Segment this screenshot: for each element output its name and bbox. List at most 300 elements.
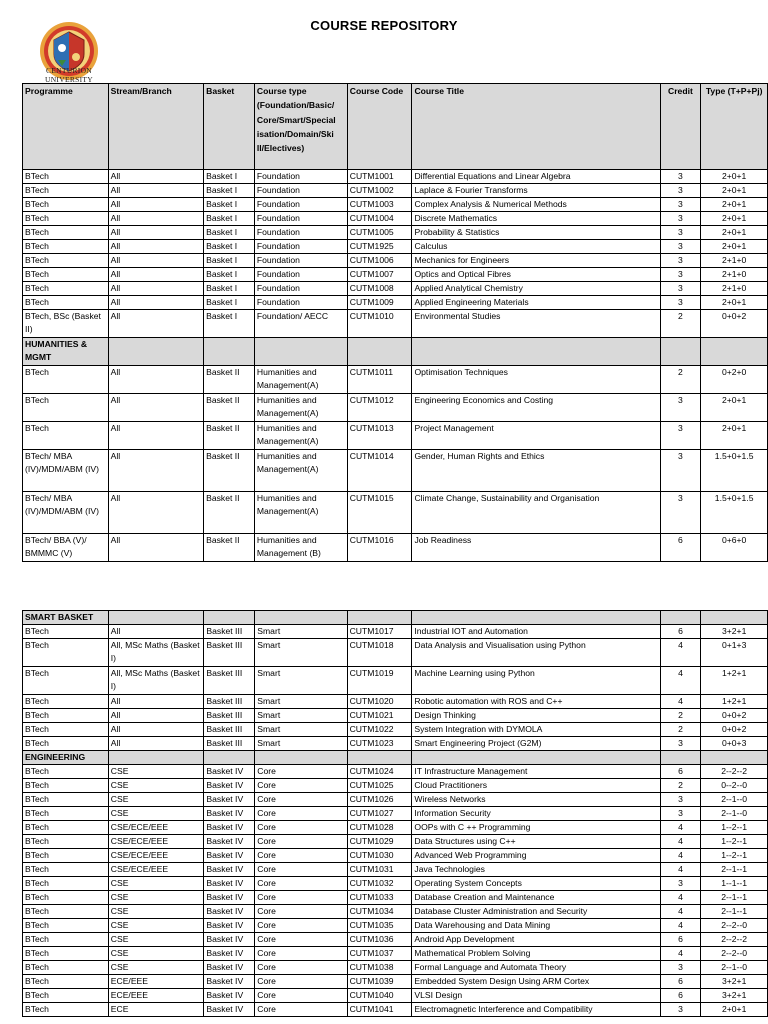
course-code-cell: CUTM1026: [347, 793, 412, 807]
course-title-cell: Climate Change, Sustainability and Organisation: [412, 492, 660, 534]
credit-cell: 3: [660, 793, 701, 807]
programme-cell: BTech: [23, 1003, 109, 1017]
type-cell: 1.5+0+1.5: [701, 492, 768, 534]
course-type-cell: Foundation: [254, 240, 347, 254]
course-code-cell: CUTM1013: [347, 422, 412, 450]
basket-cell: Basket II: [204, 450, 255, 492]
table-row: [23, 695, 768, 709]
course-type-cell: Smart: [255, 737, 347, 751]
programme-cell: BTech: [23, 989, 109, 1003]
basket-cell: Basket II: [204, 534, 255, 562]
course-code-cell: CUTM1028: [347, 821, 412, 835]
course-code-cell: CUTM1002: [347, 184, 412, 198]
basket-cell: Basket IV: [204, 835, 255, 849]
credit-cell: 2: [660, 723, 701, 737]
credit-cell: 3: [660, 254, 701, 268]
course-title-cell: Data Analysis and Visualisation using Python: [412, 639, 660, 667]
table-row: [23, 534, 768, 562]
type-cell: 1--1--1: [701, 877, 768, 891]
table-row: [23, 779, 768, 793]
section-empty-cell: [204, 751, 255, 765]
section-empty-cell: [204, 611, 255, 625]
course-code-cell: CUTM1001: [347, 170, 412, 184]
course-title-cell: Optics and Optical Fibres: [412, 268, 660, 282]
stream-cell: CSE: [108, 933, 204, 947]
basket-cell: Basket IV: [204, 807, 255, 821]
credit-cell: 4: [660, 695, 701, 709]
type-cell: 2+1+0: [701, 282, 768, 296]
course-type-cell: Humanities and Management (B): [254, 534, 347, 562]
type-cell: 2+0+1: [701, 226, 768, 240]
programme-cell: BTech: [23, 723, 109, 737]
programme-cell: BTech: [23, 625, 109, 639]
table-row: [23, 226, 768, 240]
basket-cell: Basket I: [204, 282, 255, 296]
type-cell: 2+0+1: [701, 296, 768, 310]
credit-cell: 3: [660, 394, 701, 422]
programme-cell: BTech: [23, 254, 109, 268]
section-empty-cell: [412, 338, 660, 366]
basket-cell: Basket IV: [204, 863, 255, 877]
credit-cell: 4: [660, 905, 701, 919]
table-row: [23, 212, 768, 226]
section-row: [23, 611, 768, 625]
course-type-cell: Humanities and Management(A): [254, 366, 347, 394]
basket-cell: Basket I: [204, 184, 255, 198]
course-code-cell: CUTM1029: [347, 835, 412, 849]
programme-cell: BTech: [23, 765, 109, 779]
type-cell: 2+0+1: [701, 198, 768, 212]
header-programme: Programme: [23, 84, 109, 170]
course-type-cell: Core: [255, 919, 347, 933]
stream-cell: CSE: [108, 765, 204, 779]
credit-cell: 2: [660, 366, 701, 394]
course-title-cell: Calculus: [412, 240, 660, 254]
credit-cell: 4: [660, 821, 701, 835]
basket-cell: Basket III: [204, 625, 255, 639]
table-row: [23, 639, 768, 667]
header-credit: Credit: [660, 84, 701, 170]
course-type-cell: Humanities and Management(A): [254, 450, 347, 492]
basket-cell: Basket I: [204, 310, 255, 338]
course-code-cell: CUTM1035: [347, 919, 412, 933]
programme-cell: BTech: [23, 933, 109, 947]
course-code-cell: CUTM1018: [347, 639, 412, 667]
table-row: [23, 296, 768, 310]
header-type: Type (T+P+Pj): [701, 84, 768, 170]
stream-cell: All: [108, 212, 204, 226]
basket-cell: Basket IV: [204, 793, 255, 807]
table-row: [23, 989, 768, 1003]
course-type-cell: Smart: [255, 695, 347, 709]
programme-cell: BTech: [23, 891, 109, 905]
credit-cell: 3: [660, 877, 701, 891]
credit-cell: 6: [660, 975, 701, 989]
course-type-cell: Smart: [255, 639, 347, 667]
section-empty-cell: [108, 338, 204, 366]
type-cell: 0+0+2: [701, 723, 768, 737]
basket-cell: Basket IV: [204, 933, 255, 947]
basket-cell: Basket I: [204, 240, 255, 254]
type-cell: 2+0+1: [701, 170, 768, 184]
type-cell: 1+2+1: [701, 695, 768, 709]
credit-cell: 2: [660, 709, 701, 723]
type-cell: 2--1--1: [701, 863, 768, 877]
table-row: [23, 947, 768, 961]
programme-cell: BTech: [23, 863, 109, 877]
type-cell: 2--2--2: [701, 765, 768, 779]
type-cell: 1--2--1: [701, 849, 768, 863]
basket-cell: Basket I: [204, 226, 255, 240]
table-row: [23, 863, 768, 877]
programme-cell: BTech: [23, 835, 109, 849]
programme-cell: BTech: [23, 821, 109, 835]
stream-cell: All: [108, 282, 204, 296]
programme-cell: BTech: [23, 709, 109, 723]
basket-cell: Basket IV: [204, 1003, 255, 1017]
credit-cell: 2: [660, 779, 701, 793]
section-empty-cell: [701, 338, 768, 366]
programme-cell: BTech/ MBA (IV)/MDM/ABM (IV): [23, 450, 109, 492]
table-row: [23, 198, 768, 212]
table-row: [23, 807, 768, 821]
course-code-cell: CUTM1031: [347, 863, 412, 877]
course-type-cell: Core: [255, 961, 347, 975]
programme-cell: BTech: [23, 296, 109, 310]
course-code-cell: CUTM1008: [347, 282, 412, 296]
section-empty-cell: [660, 751, 701, 765]
course-type-cell: Core: [255, 821, 347, 835]
credit-cell: 3: [660, 450, 701, 492]
programme-cell: BTech: [23, 366, 109, 394]
section-empty-cell: [255, 751, 347, 765]
section-empty-cell: [255, 611, 347, 625]
basket-cell: Basket III: [204, 639, 255, 667]
course-title-cell: Embedded System Design Using ARM Cortex: [412, 975, 660, 989]
course-type-cell: Smart: [255, 709, 347, 723]
table-row: [23, 625, 768, 639]
programme-cell: BTech: [23, 226, 109, 240]
table-row: [23, 450, 768, 492]
stream-cell: All: [108, 296, 204, 310]
course-code-cell: CUTM1037: [347, 947, 412, 961]
course-code-cell: CUTM1004: [347, 212, 412, 226]
basket-cell: Basket IV: [204, 905, 255, 919]
stream-cell: All: [108, 184, 204, 198]
course-title-cell: Java Technologies: [412, 863, 660, 877]
course-title-cell: Electromagnetic Interference and Compatibility: [412, 1003, 660, 1017]
course-type-cell: Humanities and Management(A): [254, 492, 347, 534]
section-empty-cell: [347, 751, 412, 765]
course-title-cell: Information Security: [412, 807, 660, 821]
course-title-cell: IT Infrastructure Management: [412, 765, 660, 779]
programme-cell: BTech: [23, 737, 109, 751]
type-cell: 2--2--0: [701, 919, 768, 933]
table-row: [23, 737, 768, 751]
table-row: [23, 240, 768, 254]
course-type-cell: Foundation: [254, 226, 347, 240]
course-title-cell: Database Cluster Administration and Security: [412, 905, 660, 919]
section-empty-cell: [660, 338, 701, 366]
credit-cell: 4: [660, 835, 701, 849]
table-row: [23, 821, 768, 835]
stream-cell: All: [108, 492, 204, 534]
stream-cell: All: [108, 310, 204, 338]
course-type-cell: Smart: [255, 723, 347, 737]
stream-cell: CSE/ECE/EEE: [108, 863, 204, 877]
programme-cell: BTech: [23, 422, 109, 450]
credit-cell: 4: [660, 849, 701, 863]
type-cell: 2+0+1: [701, 422, 768, 450]
course-code-cell: CUTM1038: [347, 961, 412, 975]
course-title-cell: Database Creation and Maintenance: [412, 891, 660, 905]
stream-cell: All: [108, 695, 204, 709]
type-cell: 2+0+1: [701, 184, 768, 198]
programme-cell: BTech: [23, 849, 109, 863]
course-type-cell: Core: [255, 807, 347, 821]
header-stream: Stream/Branch: [108, 84, 204, 170]
page-title: COURSE REPOSITORY: [310, 18, 458, 33]
table-row: [23, 667, 768, 695]
course-code-cell: CUTM1041: [347, 1003, 412, 1017]
stream-cell: All: [108, 723, 204, 737]
course-code-cell: CUTM1032: [347, 877, 412, 891]
table-row: [23, 891, 768, 905]
basket-cell: Basket I: [204, 170, 255, 184]
section-empty-cell: [660, 611, 701, 625]
type-cell: 3+2+1: [701, 989, 768, 1003]
course-type-cell: Core: [255, 765, 347, 779]
course-code-cell: CUTM1034: [347, 905, 412, 919]
section-empty-cell: [347, 611, 412, 625]
course-code-cell: CUTM1023: [347, 737, 412, 751]
basket-cell: Basket IV: [204, 961, 255, 975]
course-title-cell: Optimisation Techniques: [412, 366, 660, 394]
type-cell: 2--1--0: [701, 961, 768, 975]
course-title-cell: Probability & Statistics: [412, 226, 660, 240]
credit-cell: 3: [660, 198, 701, 212]
credit-cell: 3: [660, 226, 701, 240]
credit-cell: 6: [660, 765, 701, 779]
course-code-cell: CUTM1015: [347, 492, 412, 534]
programme-cell: BTech: [23, 212, 109, 226]
table-header-row: [23, 84, 768, 170]
course-code-cell: CUTM1033: [347, 891, 412, 905]
stream-cell: CSE: [108, 793, 204, 807]
course-title-cell: Environmental Studies: [412, 310, 660, 338]
basket-cell: Basket I: [204, 268, 255, 282]
course-title-cell: Robotic automation with ROS and C++: [412, 695, 660, 709]
course-type-cell: Core: [255, 891, 347, 905]
type-cell: 2--1--1: [701, 891, 768, 905]
type-cell: 0+1+3: [701, 639, 768, 667]
section-row: [23, 751, 768, 765]
course-title-cell: Applied Analytical Chemistry: [412, 282, 660, 296]
logo-line-2: UNIVERSITY: [45, 75, 93, 84]
course-title-cell: Engineering Economics and Costing: [412, 394, 660, 422]
table-row: [23, 933, 768, 947]
basket-cell: Basket IV: [204, 765, 255, 779]
table-row: [23, 170, 768, 184]
section-empty-cell: [204, 338, 255, 366]
course-title-cell: Cloud Practitioners: [412, 779, 660, 793]
table-row: [23, 975, 768, 989]
section-label: HUMANITIES & MGMT: [23, 338, 109, 366]
credit-cell: 3: [660, 170, 701, 184]
credit-cell: 3: [660, 282, 701, 296]
course-title-cell: Smart Engineering Project (G2M): [412, 737, 660, 751]
programme-cell: BTech/ BBA (V)/ BMMMC (V): [23, 534, 109, 562]
credit-cell: 6: [660, 625, 701, 639]
table-row: [23, 905, 768, 919]
course-title-cell: Mechanics for Engineers: [412, 254, 660, 268]
table-row: [23, 184, 768, 198]
programme-cell: BTech: [23, 695, 109, 709]
basket-cell: Basket III: [204, 737, 255, 751]
course-type-cell: Core: [255, 863, 347, 877]
credit-cell: 4: [660, 667, 701, 695]
course-title-cell: Machine Learning using Python: [412, 667, 660, 695]
basket-cell: Basket IV: [204, 821, 255, 835]
course-type-cell: Core: [255, 779, 347, 793]
credit-cell: 3: [660, 807, 701, 821]
course-title-cell: Data Structures using C++: [412, 835, 660, 849]
course-title-cell: Formal Language and Automata Theory: [412, 961, 660, 975]
programme-cell: BTech: [23, 184, 109, 198]
basket-cell: Basket III: [204, 709, 255, 723]
course-code-cell: CUTM1027: [347, 807, 412, 821]
stream-cell: CSE/ECE/EEE: [108, 821, 204, 835]
type-cell: 1.5+0+1.5: [701, 450, 768, 492]
course-code-cell: CUTM1011: [347, 366, 412, 394]
programme-cell: BTech: [23, 877, 109, 891]
credit-cell: 4: [660, 947, 701, 961]
credit-cell: 3: [660, 212, 701, 226]
type-cell: 2--2--2: [701, 933, 768, 947]
basket-cell: Basket III: [204, 723, 255, 737]
basket-cell: Basket II: [204, 366, 255, 394]
basket-cell: Basket I: [204, 254, 255, 268]
type-cell: 2--1--1: [701, 905, 768, 919]
course-code-cell: CUTM1021: [347, 709, 412, 723]
table-row: [23, 310, 768, 338]
stream-cell: All, MSc Maths (Basket I): [108, 667, 204, 695]
course-type-cell: Foundation: [254, 184, 347, 198]
basket-cell: Basket IV: [204, 779, 255, 793]
table-row: [23, 835, 768, 849]
table-row: [23, 961, 768, 975]
programme-cell: BTech: [23, 779, 109, 793]
credit-cell: 3: [660, 184, 701, 198]
stream-cell: All: [108, 394, 204, 422]
stream-cell: CSE: [108, 877, 204, 891]
credit-cell: 4: [660, 639, 701, 667]
credit-cell: 3: [660, 240, 701, 254]
programme-cell: BTech: [23, 198, 109, 212]
type-cell: 2+0+1: [701, 394, 768, 422]
course-type-cell: Foundation: [254, 268, 347, 282]
stream-cell: CSE: [108, 961, 204, 975]
stream-cell: All: [108, 254, 204, 268]
course-code-cell: CUTM1039: [347, 975, 412, 989]
table-row: [23, 723, 768, 737]
stream-cell: ECE: [108, 1003, 204, 1017]
stream-cell: CSE: [108, 779, 204, 793]
course-type-cell: Core: [255, 905, 347, 919]
course-type-cell: Core: [255, 793, 347, 807]
basket-cell: Basket II: [204, 492, 255, 534]
credit-cell: 3: [660, 296, 701, 310]
basket-cell: Basket IV: [204, 947, 255, 961]
course-code-cell: CUTM1009: [347, 296, 412, 310]
basket-cell: Basket IV: [204, 877, 255, 891]
table-row: [23, 492, 768, 534]
programme-cell: BTech: [23, 961, 109, 975]
course-title-cell: VLSI Design: [412, 989, 660, 1003]
basket-cell: Basket I: [204, 212, 255, 226]
credit-cell: 3: [660, 268, 701, 282]
course-type-cell: Core: [255, 947, 347, 961]
stream-cell: All: [108, 625, 204, 639]
section-empty-cell: [412, 611, 660, 625]
course-type-cell: Foundation/ AECC: [254, 310, 347, 338]
stream-cell: All: [108, 450, 204, 492]
course-title-cell: Industrial IOT and Automation: [412, 625, 660, 639]
type-cell: 2--1--0: [701, 807, 768, 821]
basket-cell: Basket IV: [204, 919, 255, 933]
credit-cell: 4: [660, 891, 701, 905]
programme-cell: BTech: [23, 639, 109, 667]
programme-cell: BTech: [23, 905, 109, 919]
section-empty-cell: [254, 338, 347, 366]
table-row: [23, 877, 768, 891]
stream-cell: CSE: [108, 905, 204, 919]
course-code-cell: CUTM1020: [347, 695, 412, 709]
course-code-cell: CUTM1017: [347, 625, 412, 639]
type-cell: 0+0+2: [701, 310, 768, 338]
course-type-cell: Foundation: [254, 212, 347, 226]
programme-cell: BTech: [23, 282, 109, 296]
course-type-cell: Foundation: [254, 170, 347, 184]
course-title-cell: Wireless Networks: [412, 793, 660, 807]
course-title-cell: Differential Equations and Linear Algebra: [412, 170, 660, 184]
programme-cell: BTech: [23, 268, 109, 282]
stream-cell: All: [108, 709, 204, 723]
credit-cell: 3: [660, 1003, 701, 1017]
course-code-cell: CUTM1016: [347, 534, 412, 562]
table-row: [23, 366, 768, 394]
logo-line-1: CENTURION: [45, 66, 93, 75]
basket-cell: Basket IV: [204, 989, 255, 1003]
stream-cell: CSE: [108, 919, 204, 933]
type-cell: 0+2+0: [701, 366, 768, 394]
course-title-cell: Data Warehousing and Data Mining: [412, 919, 660, 933]
stream-cell: ECE/EEE: [108, 989, 204, 1003]
course-code-cell: CUTM1024: [347, 765, 412, 779]
programme-cell: BTech: [23, 793, 109, 807]
header-course-type: Course type (Foundation/Basic/ Core/Smart/Special isation/Domain/Ski ll/Electives): [254, 84, 347, 170]
course-type-cell: Core: [255, 989, 347, 1003]
header-course-code: Course Code: [347, 84, 412, 170]
credit-cell: 4: [660, 919, 701, 933]
course-title-cell: Advanced Web Programming: [412, 849, 660, 863]
table-row: [23, 919, 768, 933]
type-cell: 0+0+2: [701, 709, 768, 723]
basket-cell: Basket I: [204, 296, 255, 310]
programme-cell: BTech: [23, 170, 109, 184]
section-label: ENGINEERING: [23, 751, 109, 765]
course-type-cell: Humanities and Management(A): [254, 422, 347, 450]
